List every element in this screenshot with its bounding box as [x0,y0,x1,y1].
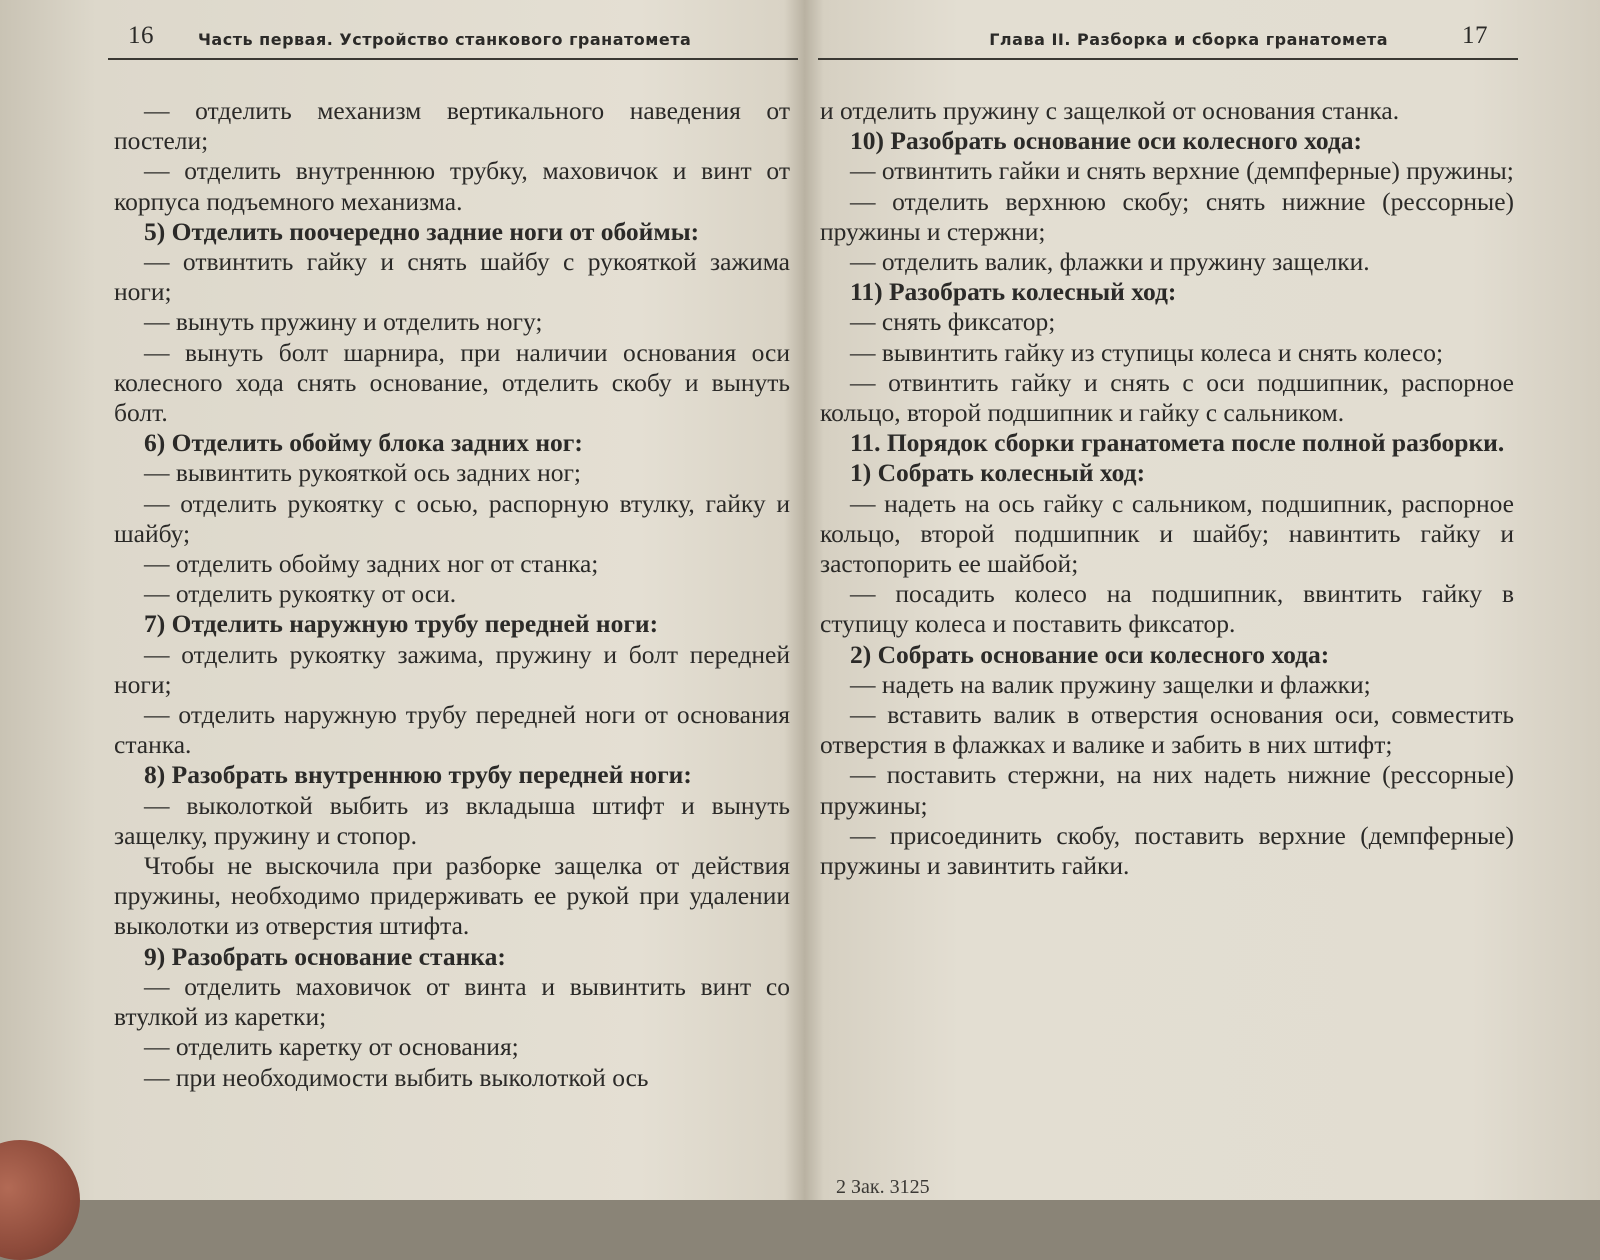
paragraph: — поставить стержни, на них надеть нижние (рессорные) пружины; [820,760,1514,820]
paragraph: — вывинтить гайку из ступицы колеса и снять колесо; [850,337,1444,367]
paragraph: — выколоткой выбить из вкладыша штифт и вынуть защелку, пружину и стопор. [114,790,790,850]
paragraph: — отделить каретку от основания; [144,1032,519,1062]
paragraph: — надеть на ось гайку с сальником, подшипник, распорное кольцо, второй подшипник и шайбу; навинтить гайку и застопорить ее шайбой; [820,488,1514,579]
paragraph: — присоединить скобу, поставить верхние (демпферные) пружины и завинтить гайки. [820,820,1514,881]
paragraph: — посадить колесо на подшипник, ввинтить гайку в ступицу колеса и поставить фиксатор. [820,579,1514,639]
paragraph: — отвинтить гайки и снять верхние (демпферные) пружины; [850,156,1514,186]
paragraph: — отделить рукоятку от оси. [144,579,457,609]
signature-mark: 2 Зак. 3125 [836,1176,930,1198]
paragraph: — при необходимости выбить выколоткой ось [144,1062,649,1092]
paragraph: — отделить маховичок от винта и вывинтить винт со втулкой из каретки; [114,971,790,1032]
paragraph: — вставить валик в отверстия основания оси, совместить отверстия в флажках и валике и забить в них штифт; [820,700,1514,760]
section-heading: 7) Отделить наружную трубу передней ноги: [144,609,659,639]
right-page [818,0,1518,1200]
left-page-header [108,22,798,60]
paragraph: — отвинтить гайку и снять с оси подшипник, распорное кольцо, второй подшипник и гайку с сальником. [820,367,1514,428]
paragraph: — отвинтить гайку и снять шайбу с рукояткой зажима ноги; [114,247,790,307]
section-heading: 8) Разобрать внутреннюю трубу передней ноги: [144,760,692,790]
paragraph: — отделить валик, флажки и пружину защелки. [850,247,1370,277]
paragraph: — надеть на валик пружину защелки и флажки; [850,669,1371,699]
paragraph: — отделить обойму задних ног от станка; [144,549,599,579]
right-page-header [818,22,1518,60]
right-page-body [820,96,1514,881]
paragraph: — отделить верхнюю скобу; снять нижние (рессорные) пружины и стержни; [820,186,1514,246]
paragraph: — отделить рукоятку зажима, пружину и болт передней ноги; [114,639,790,699]
section-heading: 6) Отделить обойму блока задних ног: [144,428,583,458]
left-page [108,0,798,1200]
section-heading: 2) Собрать основание оси колесного хода: [850,639,1330,669]
right-running-head: Глава II. Разборка и сборка гранатомета [989,30,1388,49]
paragraph: — вынуть пружину и отделить ногу; [144,307,543,337]
paragraph: — отделить наружную трубу передней ноги от основания станка. [114,700,790,760]
paragraph: — отделить механизм вертикального наведения от постели; [114,96,790,156]
paragraph: — снять фиксатор; [850,307,1056,337]
right-page-number: 17 [1462,22,1488,49]
paragraph: — отделить внутреннюю трубку, маховичок и винт от корпуса подъемного механизма. [114,156,790,216]
section-heading: 5) Отделить поочередно задние ноги от обоймы: [144,216,700,246]
left-page-body [114,96,790,1093]
paragraph: — вынуть болт шарнира, при наличии основания оси колесного хода снять основание, отделить скобу и вынуть болт. [114,337,790,428]
section-heading: 9) Разобрать основание станка: [144,941,506,971]
paragraph: Чтобы не выскочила при разборке защелка от действия пружины, необходимо придерживать ее рукой при удалении выколотки из отверстия штифта. [114,851,790,941]
section-heading: 11) Разобрать колесный ход: [850,277,1177,307]
left-running-head: Часть первая. Устройство станкового гранатомета [198,30,692,49]
section-heading: 10) Разобрать основание оси колесного хода: [850,126,1363,156]
section-heading: 11. Порядок сборки гранатомета после полной разборки. [850,428,1505,458]
left-page-number: 16 [128,22,154,49]
paragraph: — вывинтить рукояткой ось задних ног; [144,458,582,488]
paragraph: и отделить пружину с защелкой от основания станка. [820,96,1400,125]
paragraph: — отделить рукоятку с осью, распорную втулку, гайку и шайбу; [114,488,790,548]
thumb [0,1140,80,1260]
section-heading: 1) Собрать колесный ход: [850,458,1146,488]
